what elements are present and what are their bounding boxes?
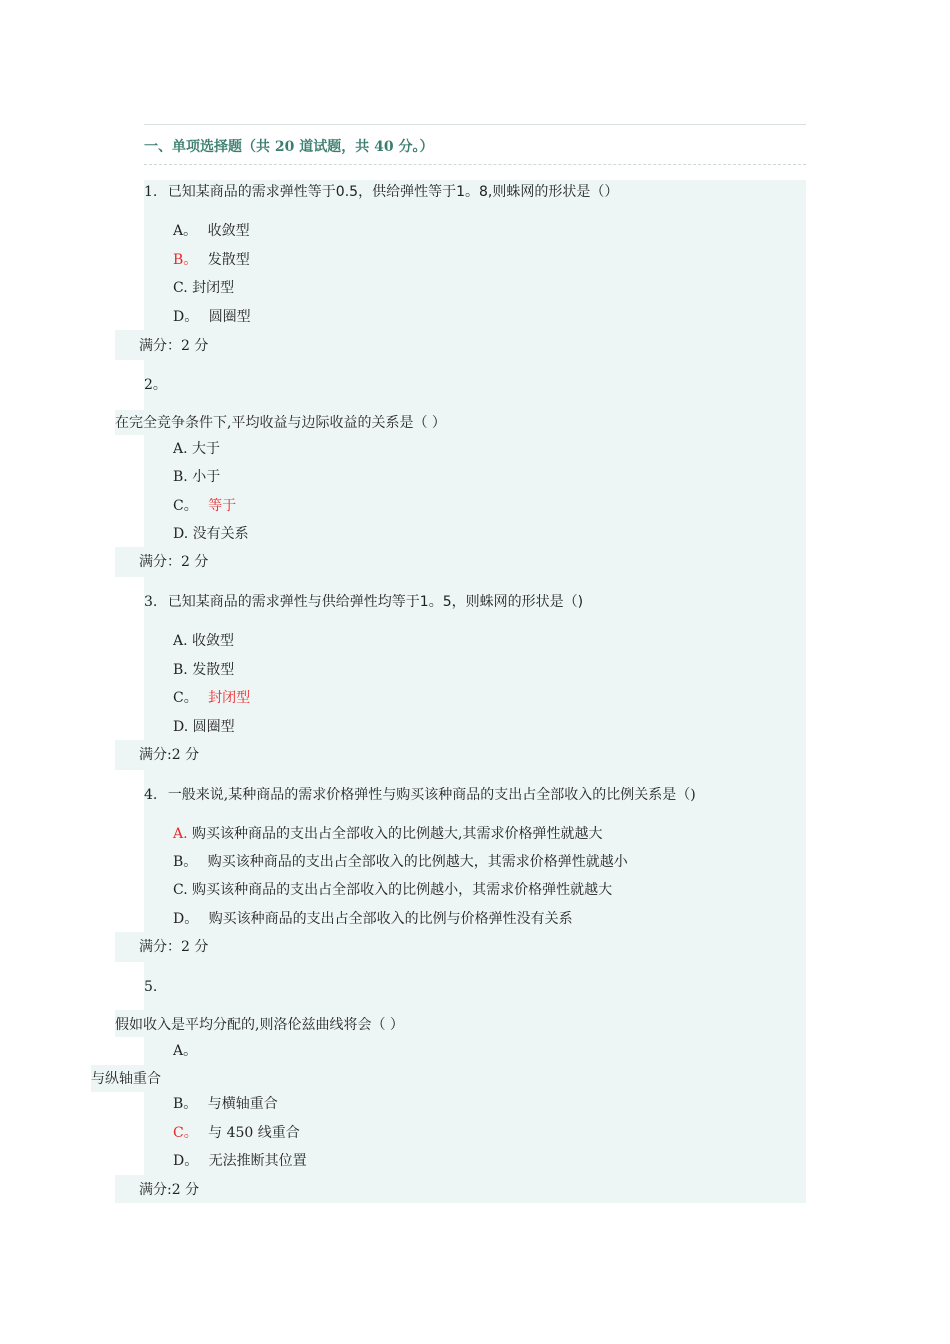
question-3-stem: 已知某商品的需求弹性与供给弹性均等于1。5，则蛛网的形状是（) [167, 594, 584, 610]
option-text: 圆圈型 [192, 719, 235, 735]
option-letter: B. [173, 662, 188, 678]
option-letter: B。 [173, 854, 198, 870]
option-text: 购买该种商品的支出占全部收入的比例越大，其需求价格弹性就越小 [207, 854, 628, 870]
option-3c[interactable] [173, 688, 250, 708]
option-5a-letter[interactable]: A。 [173, 1043, 198, 1059]
option-2a[interactable] [173, 439, 220, 459]
option-1a[interactable] [173, 221, 250, 241]
option-text: 无法推断其位置 [208, 1153, 307, 1169]
option-text: 封闭型 [192, 280, 235, 296]
question-2-number: 2。 [144, 377, 167, 393]
question-1-stem-row [144, 182, 618, 202]
option-3a[interactable] [173, 631, 234, 651]
option-text: 发散型 [207, 252, 250, 268]
question-3-stem-row [144, 592, 583, 612]
question-panel-bg [144, 1037, 806, 1065]
question-1-score: 满分：2 分 [139, 338, 209, 354]
option-letter: B. [173, 469, 188, 485]
option-4d[interactable] [173, 909, 573, 929]
question-4-score: 满分：2 分 [139, 939, 209, 955]
score-row-bg [115, 1175, 806, 1203]
header-divider [144, 164, 806, 165]
option-text: 等于 [208, 498, 237, 514]
option-letter: A. [173, 633, 188, 649]
option-letter: C。 [173, 690, 198, 706]
option-letter: C. [173, 882, 188, 898]
option-text: 没有关系 [192, 526, 249, 542]
question-5-stem: 假如收入是平均分配的,则洛伦兹曲线将会（ ） [115, 1017, 404, 1033]
question-2-score: 满分：2 分 [139, 554, 209, 570]
option-letter: C。 [173, 498, 198, 514]
option-text: 封闭型 [208, 690, 251, 706]
score-row-bg [115, 932, 806, 962]
option-letter: C. [173, 280, 188, 296]
score-row-bg [115, 330, 806, 360]
option-5d[interactable] [173, 1151, 307, 1171]
option-letter: D. [173, 719, 189, 735]
option-text: 发散型 [192, 662, 235, 678]
question-panel-bg [144, 360, 806, 410]
option-text: 购买该种商品的支出占全部收入的比例越小，其需求价格弹性就越大 [192, 882, 613, 898]
question-2-stem: 在完全竞争条件下,平均收益与边际收益的关系是（ ） [115, 415, 446, 431]
option-text: 大于 [192, 441, 221, 457]
question-4-number: 4. [144, 787, 158, 803]
option-5c[interactable] [173, 1123, 300, 1143]
option-5b[interactable] [173, 1094, 278, 1114]
option-letter: B。 [173, 1096, 198, 1112]
question-4-stem: 一般来说,某种商品的需求价格弹性与购买该种商品的支出占全部收入的比例关系是（) [167, 787, 696, 803]
option-1c[interactable] [173, 278, 234, 298]
option-text: 与 450 线重合 [208, 1125, 300, 1141]
question-4-stem-row [144, 785, 696, 805]
option-text: 圆圈型 [208, 309, 251, 325]
option-2c[interactable] [173, 496, 236, 516]
option-text: 购买该种商品的支出占全部收入的比例与价格弹性没有关系 [208, 911, 573, 927]
score-row-bg [115, 740, 806, 770]
option-4c[interactable] [173, 880, 612, 900]
option-4a[interactable] [173, 824, 602, 844]
option-2b[interactable] [173, 467, 220, 487]
option-3d[interactable] [173, 717, 235, 737]
option-letter: A. [173, 826, 188, 842]
option-letter: D。 [173, 309, 199, 325]
option-letter: D。 [173, 1153, 199, 1169]
option-letter: B。 [173, 252, 198, 268]
score-row-bg [115, 547, 806, 577]
option-3b[interactable] [173, 660, 234, 680]
question-1-number: 1. [144, 184, 158, 200]
option-letter: D. [173, 526, 189, 542]
option-text: 与横轴重合 [207, 1096, 278, 1112]
option-1d[interactable] [173, 307, 251, 327]
question-3-score: 满分:2 分 [139, 747, 200, 763]
question-panel-bg [144, 962, 806, 1010]
option-5a-text[interactable]: 与纵轴重合 [91, 1071, 161, 1087]
question-5-score: 满分:2 分 [139, 1182, 200, 1198]
option-letter: A. [173, 441, 188, 457]
option-row-bg [91, 1065, 806, 1092]
option-1b[interactable] [173, 250, 250, 270]
option-4b[interactable] [173, 852, 628, 872]
question-5-number: 5. [144, 979, 158, 995]
question-3-number: 3. [144, 594, 158, 610]
option-text: 收敛型 [207, 223, 250, 239]
option-letter: D。 [173, 911, 199, 927]
option-2d[interactable] [173, 524, 249, 544]
option-text: 购买该种商品的支出占全部收入的比例越大,其需求价格弹性就越大 [192, 826, 603, 842]
header-top-rule [144, 124, 806, 125]
question-1-stem: 已知某商品的需求弹性等于0.5，供给弹性等于1。8,则蛛网的形状是（） [167, 184, 619, 200]
option-text: 收敛型 [192, 633, 235, 649]
section-title: 一、单项选择题（共 20 道试题，共 40 分。） [144, 139, 434, 155]
option-letter: C。 [173, 1125, 198, 1141]
option-letter: A。 [173, 223, 198, 239]
option-text: 小于 [192, 469, 221, 485]
